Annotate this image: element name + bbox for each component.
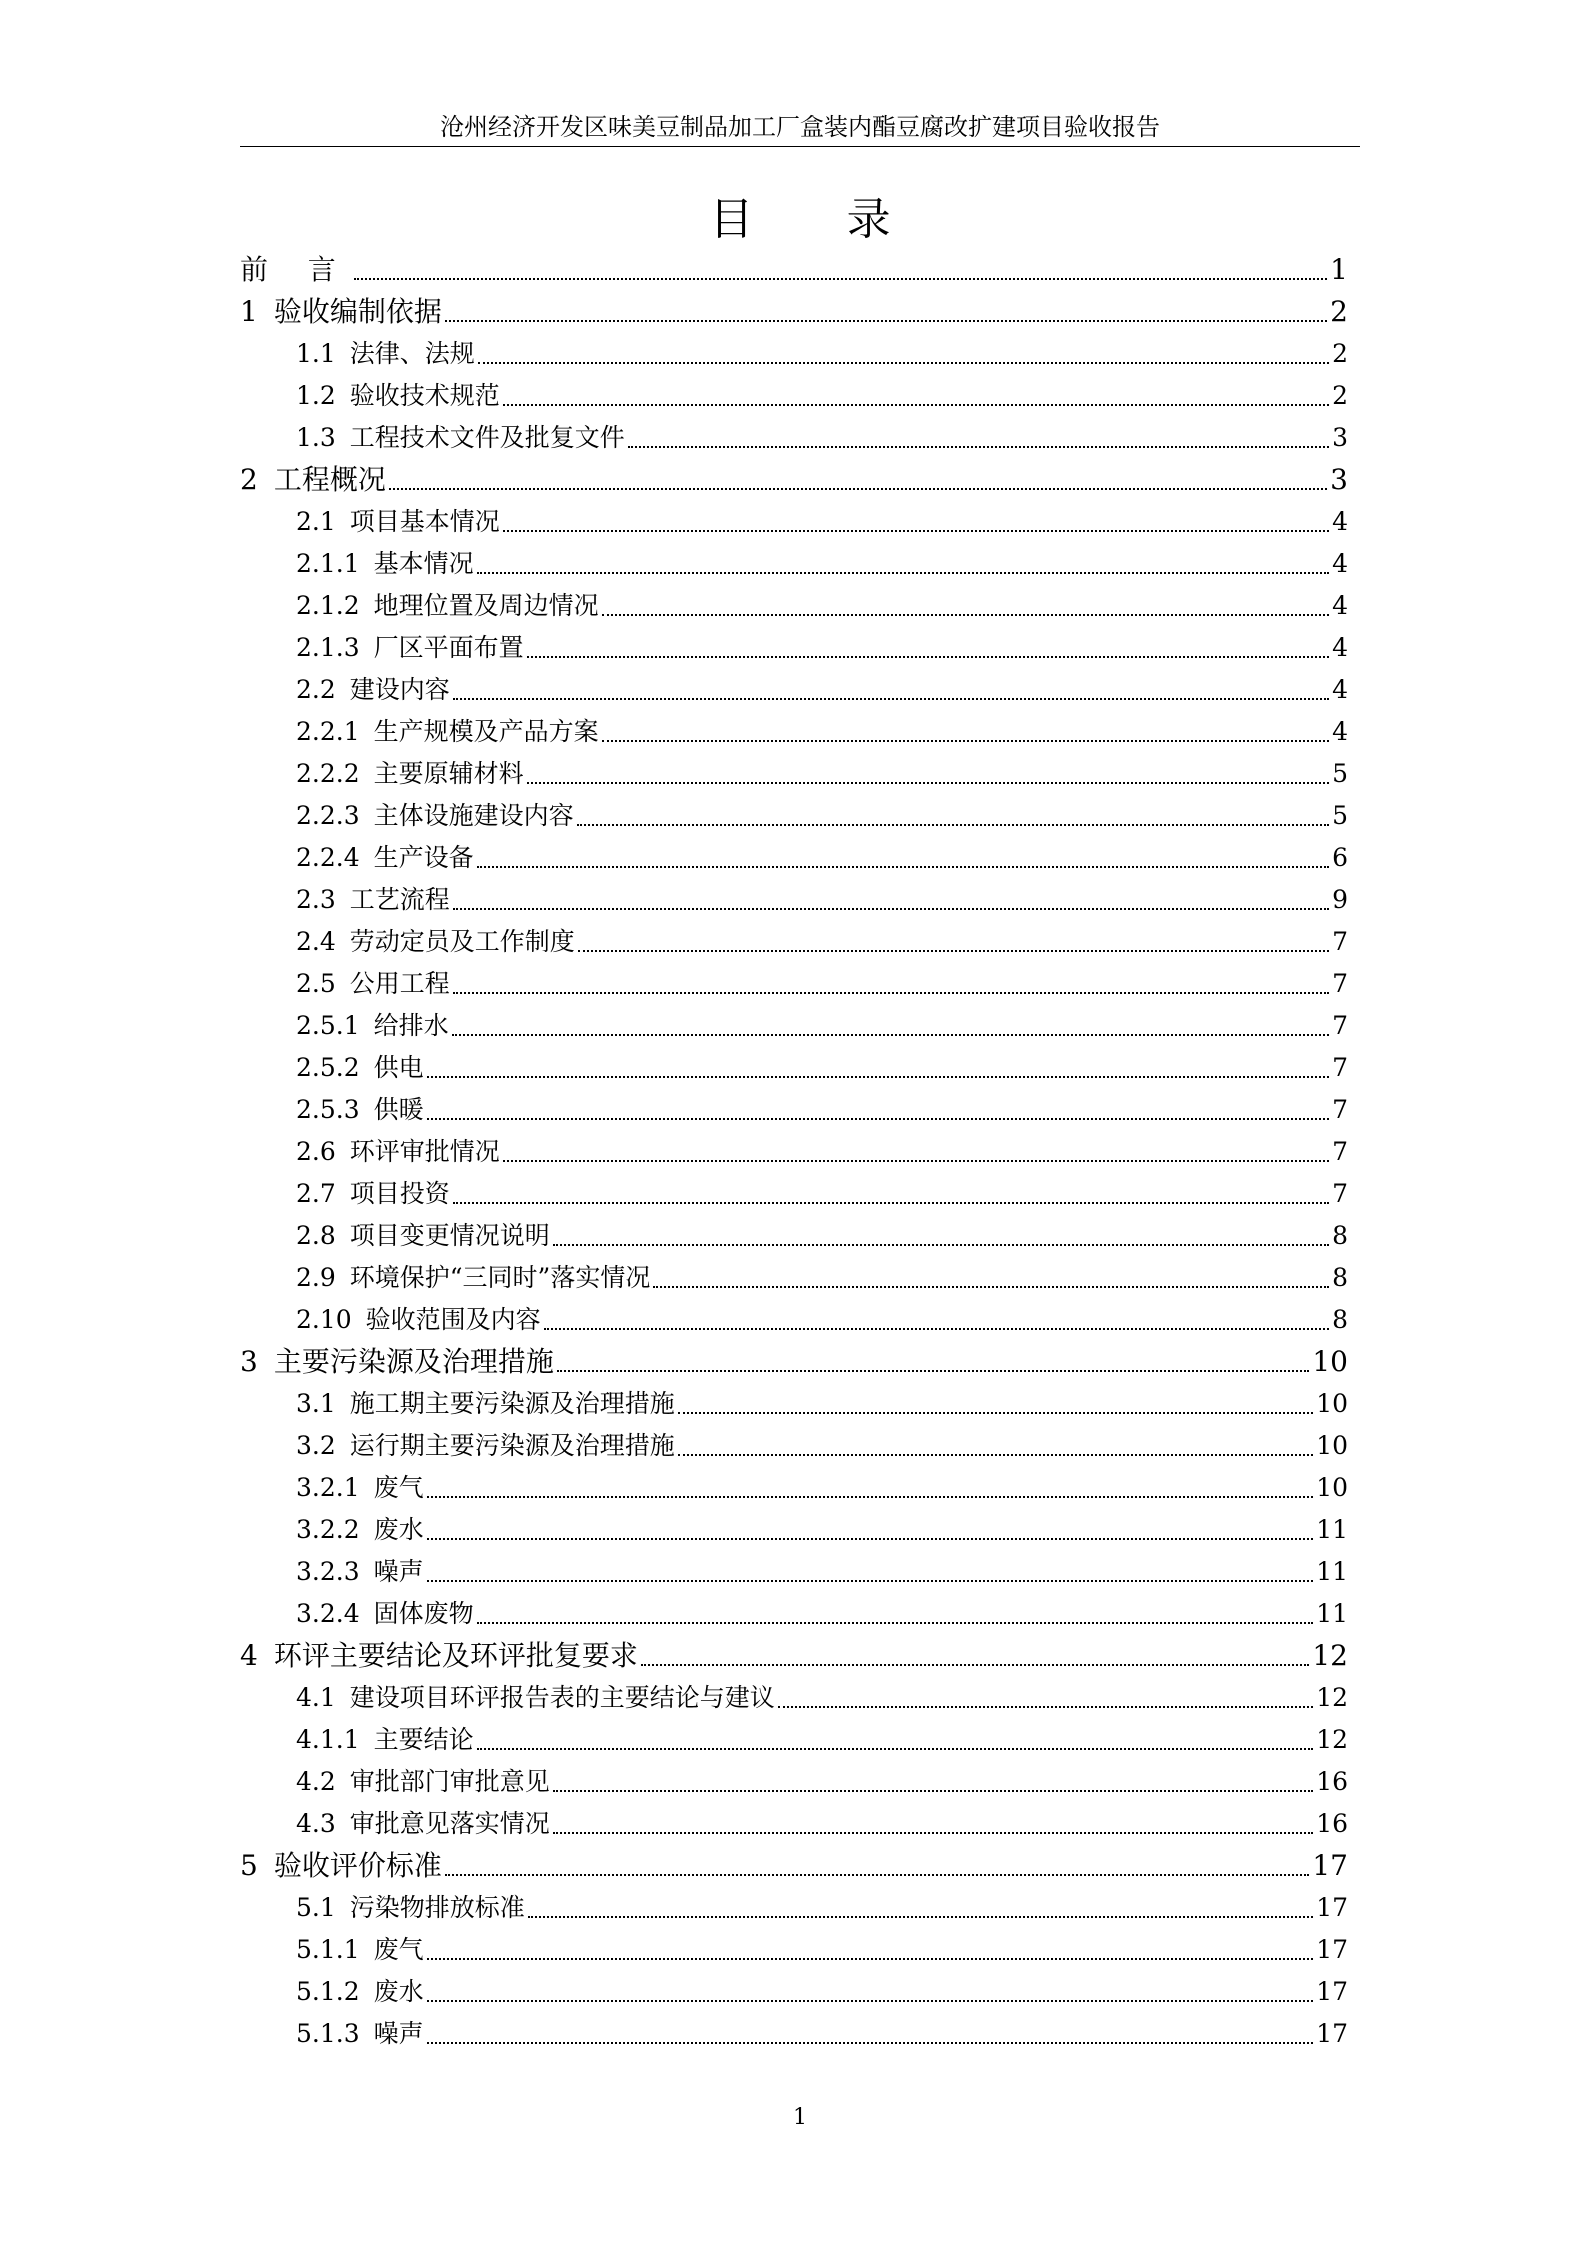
toc-entry-page: 7 [1332,1053,1348,1082]
toc-entry-page: 11 [1316,1557,1348,1586]
toc-entry-title: 给排水 [373,1011,449,1040]
toc-entry-number: 2.5.3 [296,1095,360,1124]
toc-entry-page: 3 [1332,423,1348,452]
running-header: 沧州经济开发区味美豆制品加工厂盒装内酯豆腐改扩建项目验收报告 [440,113,1160,141]
page-number: 1 [793,2105,807,2130]
toc-entry-title: 验收编制依据 [273,295,442,328]
toc-dot-leader [453,907,1329,910]
toc-dot-leader [503,529,1329,532]
toc-dot-leader [778,1705,1313,1708]
toc-entry-title: 前 言 [240,253,352,286]
toc-dot-leader [577,823,1329,826]
toc-entry[interactable] [240,1467,1348,1509]
toc-entry-number: 2.1 [296,507,336,536]
toc-entry-title: 废气 [373,1473,424,1502]
toc-entry[interactable] [240,669,1348,711]
toc-dot-leader [528,1915,1313,1918]
toc-entry[interactable] [240,1551,1348,1593]
toc-dot-leader [527,655,1329,658]
toc-dot-leader [678,1411,1313,1414]
toc-entry[interactable] [240,1593,1348,1635]
toc-entry-number: 2.9 [296,1263,336,1292]
toc-dot-leader [477,571,1329,574]
toc-entry-number: 2.3 [296,885,336,914]
toc-dot-leader [427,1537,1314,1540]
toc-entry-page: 12 [1316,1725,1348,1754]
toc-entry-page: 16 [1316,1767,1348,1796]
toc-entry-title: 地理位置及周边情况 [373,591,599,620]
toc-entry[interactable] [240,921,1348,963]
toc-dot-leader [453,991,1329,994]
toc-entry-number: 2.2.2 [296,759,360,788]
toc-entry[interactable] [240,1425,1348,1467]
toc-entry[interactable] [240,1845,1348,1887]
toc-entry-title: 建设项目环评报告表的主要结论与建议 [349,1683,775,1712]
toc-entry[interactable] [240,543,1348,585]
toc-dot-leader [578,949,1329,952]
toc-dot-leader [503,1159,1329,1162]
toc-entry-number: 4 [240,1639,258,1672]
toc-entry-title: 法律、法规 [349,339,475,368]
toc-entry[interactable] [240,1215,1348,1257]
toc-dot-leader [453,1201,1329,1204]
toc-dot-leader [453,697,1329,700]
toc-dot-leader [445,319,1327,322]
toc-entry-number: 2.2.4 [296,843,360,872]
toc-entry-page: 17 [1316,1977,1348,2006]
toc-entry-number: 2.2.1 [296,717,360,746]
toc-entry-title: 污染物排放标准 [349,1893,525,1922]
toc-entry-page: 4 [1332,549,1348,578]
toc-entry-title: 验收范围及内容 [365,1305,541,1334]
toc-entry-number: 2.2 [296,675,336,704]
toc-entry[interactable] [240,1383,1348,1425]
toc-entry-title: 工程技术文件及批复文件 [349,423,625,452]
toc-entry-title: 劳动定员及工作制度 [349,927,575,956]
toc-entry-title: 审批意见落实情况 [349,1809,550,1838]
toc-entry-number: 2.8 [296,1221,336,1250]
toc-entry-page: 9 [1332,885,1348,914]
toc-entry-number: 2.5 [296,969,336,998]
toc-entry[interactable] [240,627,1348,669]
toc-entry-page: 17 [1316,2019,1348,2048]
toc-entry-title: 主要原辅材料 [373,759,524,788]
toc-entry[interactable] [240,1803,1348,1845]
toc-dot-leader [602,613,1329,616]
toc-entry-page: 4 [1332,633,1348,662]
toc-dot-leader [478,361,1329,364]
toc-entry-number: 5 [240,1849,258,1882]
toc-entry-number: 1 [240,295,258,328]
toc-entry[interactable] [240,1131,1348,1173]
toc-entry-page: 17 [1316,1893,1348,1922]
toc-entry[interactable] [240,1299,1348,1341]
toc-entry[interactable] [240,879,1348,921]
toc-dot-leader [628,445,1329,448]
toc-entry-title: 工程概况 [273,463,386,496]
toc-entry-title: 验收评价标准 [273,1849,442,1882]
toc-entry[interactable] [240,1887,1348,1929]
toc-dot-leader [678,1453,1313,1456]
toc-dot-leader [477,1621,1314,1624]
toc-entry-title: 环境保护“三同时”落实情况 [349,1263,651,1292]
toc-entry-page: 10 [1316,1473,1348,1502]
toc-entry[interactable] [240,1719,1348,1761]
table-of-contents [240,249,1348,2055]
toc-entry-title: 建设内容 [349,675,450,704]
toc-entry-title: 固体废物 [373,1599,474,1628]
toc-entry-number: 5.1.3 [296,2019,360,2048]
toc-entry-number: 3.2.2 [296,1515,360,1544]
toc-entry[interactable] [240,1761,1348,1803]
toc-dot-leader [527,781,1329,784]
toc-entry-page: 11 [1316,1515,1348,1544]
toc-entry-number: 5.1.2 [296,1977,360,2006]
toc-entry-number: 3.2.4 [296,1599,360,1628]
toc-entry[interactable] [240,1509,1348,1551]
toc-entry[interactable] [240,1971,1348,2013]
toc-entry-page: 5 [1332,801,1348,830]
toc-entry-number: 4.3 [296,1809,336,1838]
toc-entry-number: 1.2 [296,381,336,410]
toc-entry-title: 环评审批情况 [349,1137,500,1166]
toc-entry-page: 2 [1332,339,1348,368]
toc-entry[interactable] [240,291,1348,333]
toc-entry-page: 4 [1332,507,1348,536]
toc-entry[interactable] [240,711,1348,753]
toc-entry-title: 运行期主要污染源及治理措施 [349,1431,675,1460]
toc-entry-title: 工艺流程 [349,885,450,914]
toc-dot-leader [544,1327,1329,1330]
toc-entry-title: 废气 [373,1935,424,1964]
toc-entry[interactable] [240,1257,1348,1299]
toc-dot-leader [427,1495,1314,1498]
toc-entry-title: 供暖 [373,1095,424,1124]
toc-entry-title: 生产规模及产品方案 [373,717,599,746]
toc-entry-page: 17 [1312,1849,1348,1882]
toc-entry-title: 供电 [373,1053,424,1082]
toc-entry-number: 1.1 [296,339,336,368]
toc-entry[interactable] [240,459,1348,501]
toc-entry-number: 3.1 [296,1389,336,1418]
toc-entry-title: 公用工程 [349,969,450,998]
toc-entry-number: 4.2 [296,1767,336,1796]
toc-dot-leader [553,1831,1313,1834]
toc-dot-leader [389,487,1327,490]
toc-entry-number: 3.2.3 [296,1557,360,1586]
toc-entry[interactable] [240,585,1348,627]
toc-entry[interactable] [240,1677,1348,1719]
toc-entry[interactable] [240,753,1348,795]
toc-entry-title: 废水 [373,1515,424,1544]
toc-entry-number: 2.1.3 [296,633,360,662]
toc-entry-title: 施工期主要污染源及治理措施 [349,1389,675,1418]
toc-entry-title: 环评主要结论及环评批复要求 [273,1639,638,1672]
toc-entry-number: 3.2 [296,1431,336,1460]
toc-entry[interactable] [240,333,1348,375]
toc-entry-title: 生产设备 [373,843,474,872]
toc-entry-page: 11 [1316,1599,1348,1628]
toc-entry-number: 2.1.1 [296,549,360,578]
toc-entry-title: 基本情况 [373,549,474,578]
toc-entry-page: 4 [1332,591,1348,620]
toc-dot-leader [477,1747,1314,1750]
toc-dot-leader [427,1957,1314,1960]
toc-entry-number: 2.2.3 [296,801,360,830]
toc-entry-number: 1.3 [296,423,336,452]
toc-entry-page: 17 [1316,1935,1348,1964]
toc-entry-number: 3 [240,1345,258,1378]
toc-entry[interactable] [240,249,1348,291]
toc-entry-page: 10 [1312,1345,1348,1378]
toc-entry-number: 2.5.1 [296,1011,360,1040]
toc-entry-page: 12 [1316,1683,1348,1712]
toc-dot-leader [427,1075,1329,1078]
toc-entry-page: 1 [1330,253,1348,286]
toc-entry-number: 4.1.1 [296,1725,360,1754]
toc-entry-number: 2 [240,463,258,496]
toc-entry-title: 废水 [373,1977,424,2006]
toc-dot-leader [503,403,1329,406]
toc-entry-page: 7 [1332,1011,1348,1040]
toc-dot-leader [427,1999,1314,2002]
toc-entry-number: 2.1.2 [296,591,360,620]
toc-entry-page: 10 [1316,1431,1348,1460]
toc-entry-page: 8 [1332,1221,1348,1250]
toc-dot-leader [445,1873,1310,1876]
toc-dot-leader [354,277,1327,280]
toc-dot-leader [427,2041,1314,2044]
toc-entry-page: 3 [1330,463,1348,496]
toc-entry-number: 3.2.1 [296,1473,360,1502]
header-rule [240,146,1360,147]
toc-entry-page: 7 [1332,1179,1348,1208]
toc-entry-number: 4.1 [296,1683,336,1712]
toc-entry[interactable] [240,501,1348,543]
toc-entry-page: 2 [1330,295,1348,328]
toc-entry-page: 4 [1332,675,1348,704]
toc-entry-number: 2.6 [296,1137,336,1166]
toc-entry-page: 7 [1332,927,1348,956]
toc-dot-leader [557,1369,1310,1372]
toc-entry[interactable] [240,837,1348,879]
toc-entry[interactable] [240,1635,1348,1677]
toc-entry-title: 审批部门审批意见 [349,1767,550,1796]
toc-entry-page: 4 [1332,717,1348,746]
toc-entry[interactable] [240,1173,1348,1215]
toc-entry-page: 8 [1332,1263,1348,1292]
toc-entry-page: 5 [1332,759,1348,788]
toc-entry-page: 7 [1332,1095,1348,1124]
toc-entry-title: 验收技术规范 [349,381,500,410]
toc-entry[interactable] [240,1047,1348,1089]
toc-dot-leader [602,739,1329,742]
toc-dot-leader [553,1243,1329,1246]
toc-entry-title: 项目基本情况 [349,507,500,536]
toc-entry-title: 厂区平面布置 [373,633,524,662]
toc-entry-page: 6 [1332,843,1348,872]
toc-entry-page: 7 [1332,1137,1348,1166]
toc-entry[interactable] [240,1089,1348,1131]
toc-dot-leader [427,1117,1329,1120]
toc-dot-leader [553,1789,1313,1792]
toc-entry-title: 主体设施建设内容 [373,801,574,830]
toc-dot-leader [477,865,1329,868]
toc-entry-title: 项目变更情况说明 [349,1221,550,1250]
toc-entry-number: 2.7 [296,1179,336,1208]
toc-dot-leader [641,1663,1310,1666]
toc-entry[interactable] [240,417,1348,459]
toc-entry-page: 2 [1332,381,1348,410]
toc-entry-page: 12 [1312,1639,1348,1672]
toc-dot-leader [653,1285,1329,1288]
toc-entry-number: 5.1.1 [296,1935,360,1964]
toc-dot-leader [452,1033,1329,1036]
toc-entry-page: 7 [1332,969,1348,998]
toc-entry-number: 2.5.2 [296,1053,360,1082]
toc-dot-leader [427,1579,1314,1582]
toc-entry[interactable] [240,1929,1348,1971]
toc-entry-title: 噪声 [373,2019,424,2048]
toc-entry-page: 8 [1332,1305,1348,1334]
toc-entry[interactable] [240,963,1348,1005]
toc-entry[interactable] [240,1341,1348,1383]
toc-entry-page: 10 [1316,1389,1348,1418]
toc-entry-page: 16 [1316,1809,1348,1838]
toc-entry[interactable] [240,2013,1348,2055]
toc-entry-title: 项目投资 [349,1179,450,1208]
toc-entry[interactable] [240,795,1348,837]
toc-entry-number: 5.1 [296,1893,336,1922]
toc-entry-title: 主要结论 [373,1725,474,1754]
toc-title: 目 录 [709,194,931,245]
toc-entry[interactable] [240,1005,1348,1047]
toc-entry-number: 2.4 [296,927,336,956]
toc-entry[interactable] [240,375,1348,417]
toc-entry-title: 主要污染源及治理措施 [273,1345,554,1378]
toc-entry-title: 噪声 [373,1557,424,1586]
toc-entry-number: 2.10 [296,1305,352,1334]
